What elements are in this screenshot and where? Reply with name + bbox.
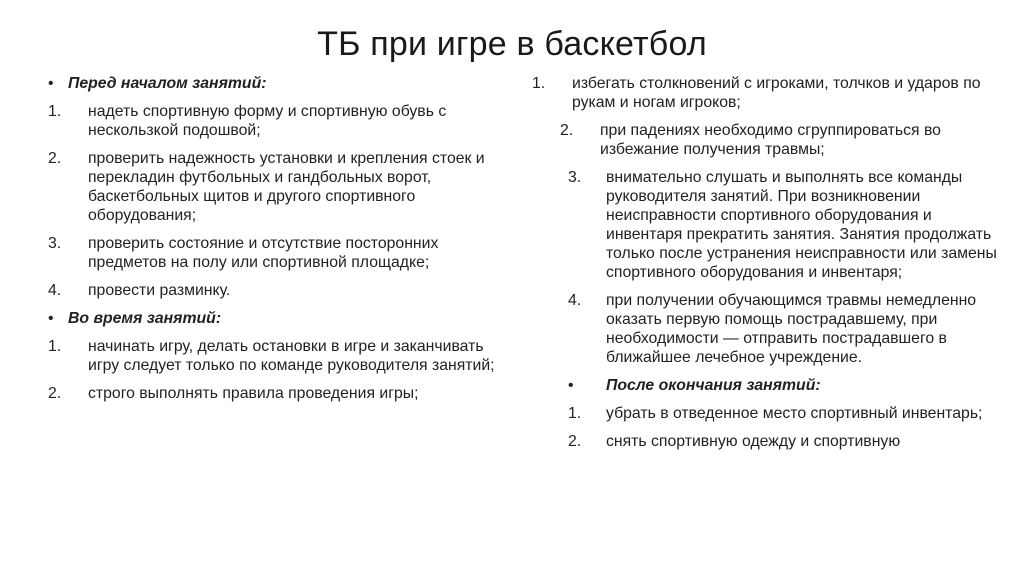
item-number: 2.: [48, 150, 62, 167]
section-heading-before: [48, 74, 518, 93]
list-item: [48, 384, 518, 403]
item-text: внимательно слушать и выполнять все команды руководителя занятий. При возникновении неисправности спортивного оборудования и инвентаря прекратить занятия. Занятия продолжать только после устранения неисправности или замены спортивного оборудования и инвентаря;: [606, 169, 997, 281]
item-number: 3.: [568, 169, 582, 186]
item-text: надеть спортивную форму и спортивную обувь с нескользкой подошвой;: [88, 103, 447, 139]
item-number: 4.: [568, 292, 582, 309]
item-text: проверить надежность установки и крепления стоек и перекладин футбольных и гандбольных ворот, баскетбольных щитов и другого спортивного оборудования;: [88, 150, 485, 224]
right-column: [530, 74, 1000, 460]
bullet-marker: •: [568, 377, 574, 394]
list-item: [530, 168, 1000, 282]
list-item: [48, 234, 518, 272]
left-column: [48, 74, 518, 412]
bullet-marker: •: [48, 75, 54, 92]
list-item: [530, 291, 1000, 367]
item-text: проверить состояние и отсутствие посторонних предметов на полу или спортивной площадке;: [88, 235, 439, 271]
slide-title: ТБ при игре в баскетбол: [317, 25, 707, 63]
list-item: [48, 337, 518, 375]
item-text: начинать игру, делать остановки в игре и заканчивать игру следует только по команде руководителя занятий;: [88, 338, 495, 374]
item-text: избегать столкновений с игроками, толчков и ударов по рукам и ногам игроков;: [572, 75, 981, 111]
item-number: 4.: [48, 282, 62, 299]
section-heading-after: [530, 376, 1000, 395]
section-heading-during: [48, 309, 518, 328]
list-item: [48, 149, 518, 225]
item-number: 1.: [48, 338, 62, 355]
item-text: строго выполнять правила проведения игры;: [88, 385, 419, 402]
heading-text: Перед началом занятий:: [68, 75, 267, 92]
list-item: [530, 432, 1000, 451]
item-number: 2.: [568, 433, 582, 450]
list-item: [530, 74, 1000, 112]
item-number: 1.: [48, 103, 62, 120]
item-number: 2.: [48, 385, 62, 402]
list-item: [48, 102, 518, 140]
item-number: 1.: [532, 75, 546, 92]
item-number: 1.: [568, 405, 582, 422]
item-text: снять спортивную одежду и спортивную: [606, 433, 901, 450]
list-item: [48, 281, 518, 300]
heading-text: После окончания занятий:: [606, 377, 821, 394]
item-text: провести разминку.: [88, 282, 231, 299]
heading-text: Во время занятий:: [68, 310, 222, 327]
item-number: 2.: [560, 122, 574, 139]
list-item: [530, 404, 1000, 423]
list-item: [530, 121, 1000, 159]
item-text: при падениях необходимо сгруппироваться во избежание получения травмы;: [600, 122, 941, 158]
bullet-marker: •: [48, 310, 54, 327]
item-text: убрать в отведенное место спортивный инвентарь;: [606, 405, 983, 422]
item-number: 3.: [48, 235, 62, 252]
item-text: при получении обучающимся травмы немедленно оказать первую помощь пострадавшему, при необходимости — отправить пострадавшего в ближайшее лечебное учреждение.: [606, 292, 977, 366]
